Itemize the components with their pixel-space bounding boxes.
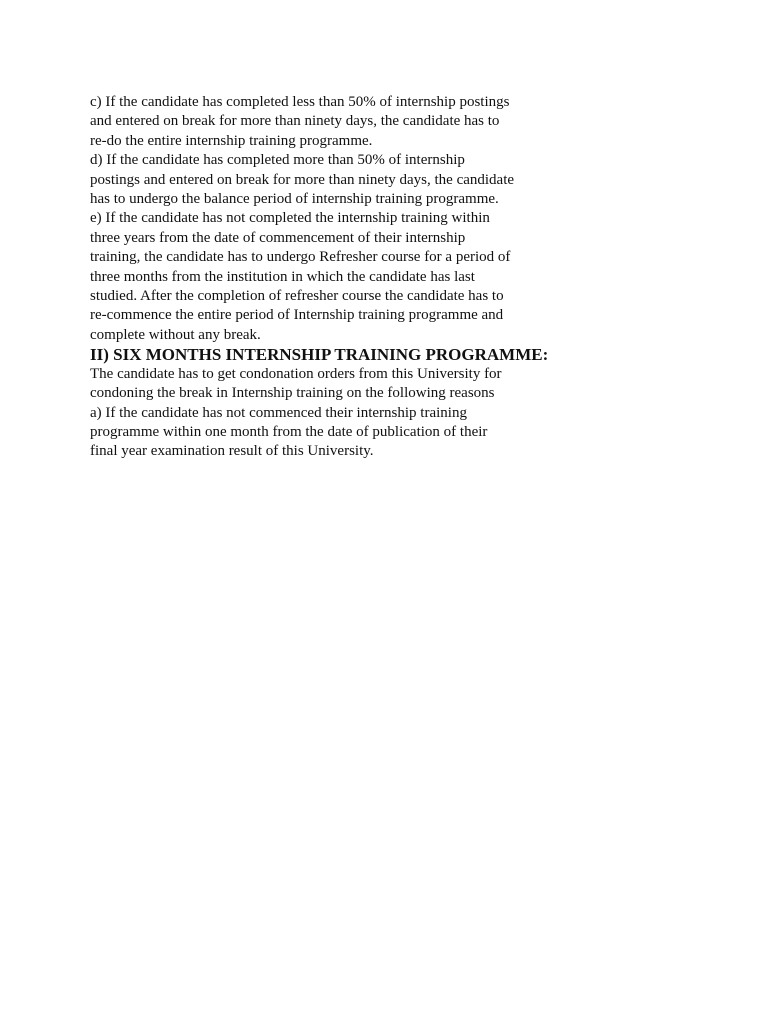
paragraph-line: studied. After the completion of refresher course the candidate has to	[90, 288, 504, 305]
paragraph-line: c) If the candidate has completed less than 50% of internship postings	[90, 94, 510, 110]
paragraph-line: three years from the date of commencement of their internship	[90, 229, 466, 246]
paragraph-line: The candidate has to get condonation orders from this University for	[90, 365, 502, 382]
paragraph-line: final year examination result of this University.	[90, 443, 374, 460]
paragraph-line: complete without any break.	[90, 326, 261, 343]
paragraph-line: postings and entered on break for more than ninety days, the candidate	[90, 171, 515, 188]
paragraph-line: training, the candidate has to undergo Refresher course for a period of	[90, 249, 511, 266]
paragraph-line: e) If the candidate has not completed the internship training within	[90, 210, 490, 227]
paragraph-line: three months from the institution in which the candidate has last	[90, 268, 475, 285]
paragraph-line: has to undergo the balance period of internship training programme.	[90, 191, 499, 208]
section-heading: II) SIX MONTHS INTERNSHIP TRAINING PROGRAMME:	[90, 345, 549, 365]
paragraph-line: programme within one month from the date of publication of their	[90, 423, 488, 440]
paragraph-line: and entered on break for more than ninety days, the candidate has to	[90, 113, 500, 130]
paragraph-line: d) If the candidate has completed more than 50% of internship	[90, 152, 465, 169]
paragraph-line: re-commence the entire period of Internship training programme and	[90, 307, 504, 324]
paragraph-line: re-do the entire internship training programme.	[90, 132, 373, 149]
paragraph-line: a) If the candidate has not commenced their internship training	[90, 404, 467, 421]
document-page	[90, 93, 560, 462]
paragraph-line: condoning the break in Internship training on the following reasons	[90, 385, 495, 402]
